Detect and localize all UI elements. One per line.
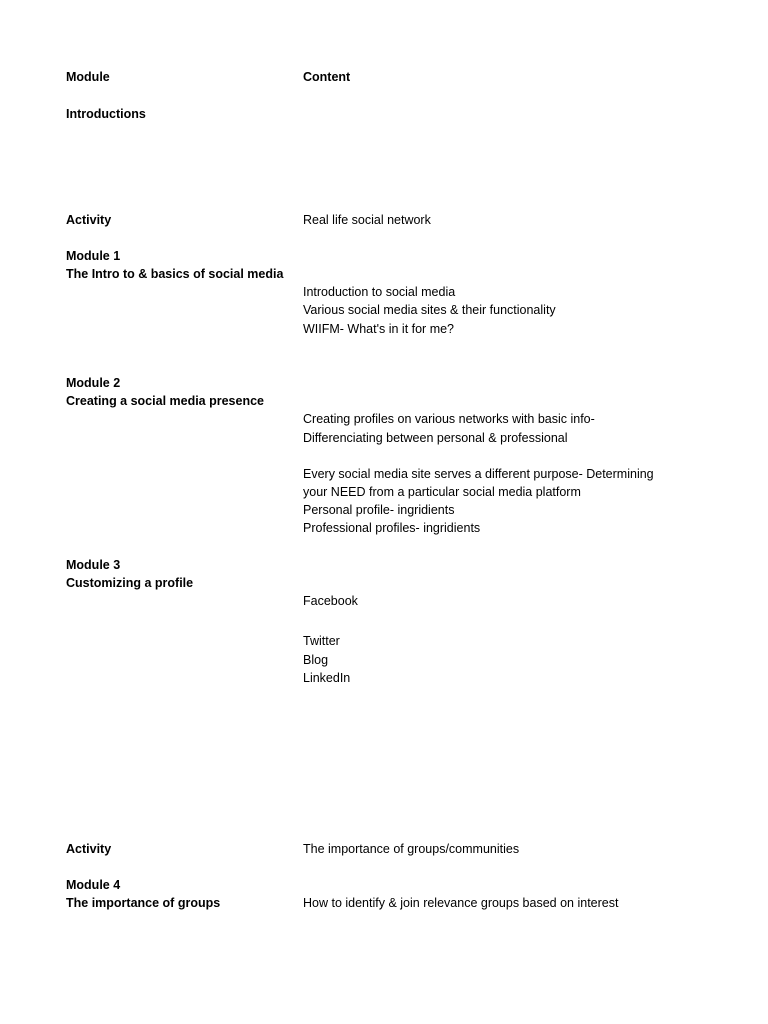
module2-item: Differenciating between personal & professional (303, 431, 568, 445)
header-content: Content (303, 70, 351, 84)
module3-item: Facebook (303, 594, 358, 608)
module2-item: Creating profiles on various networks with basic info- (303, 412, 595, 426)
activity-label: Activity (66, 842, 112, 856)
module3-title: Customizing a profile (66, 576, 194, 590)
module3-item: LinkedIn (303, 671, 351, 685)
module1-title: The Intro to & basics of social media (66, 267, 284, 281)
module2-item: Professional profiles- ingridients (303, 521, 481, 535)
activity-content: The importance of groups/communities (303, 842, 520, 856)
module3-item: Blog (303, 653, 329, 667)
module1-label: Module 1 (66, 249, 121, 263)
module3-label: Module 3 (66, 558, 121, 572)
intro-label: Introductions (66, 107, 146, 121)
header-module: Module (66, 70, 110, 84)
module2-label: Module 2 (66, 376, 121, 390)
module1-item: WIIFM- What's in it for me? (303, 322, 455, 336)
module4-label: Module 4 (66, 878, 121, 892)
module2-item: Personal profile- ingridients (303, 503, 455, 517)
module2-title: Creating a social media presence (66, 394, 265, 408)
module1-item: Various social media sites & their functionality (303, 303, 556, 317)
module4-content: How to identify & join relevance groups based on interest (303, 896, 619, 910)
module2-item: Every social media site serves a different purpose- Determining (303, 467, 654, 481)
activity-content: Real life social network (303, 213, 431, 227)
module3-item: Twitter (303, 634, 340, 648)
module1-item: Introduction to social media (303, 285, 456, 299)
activity-label: Activity (66, 213, 112, 227)
module4-title: The importance of groups (66, 896, 221, 910)
module2-item: your NEED from a particular social media platform (303, 485, 581, 499)
